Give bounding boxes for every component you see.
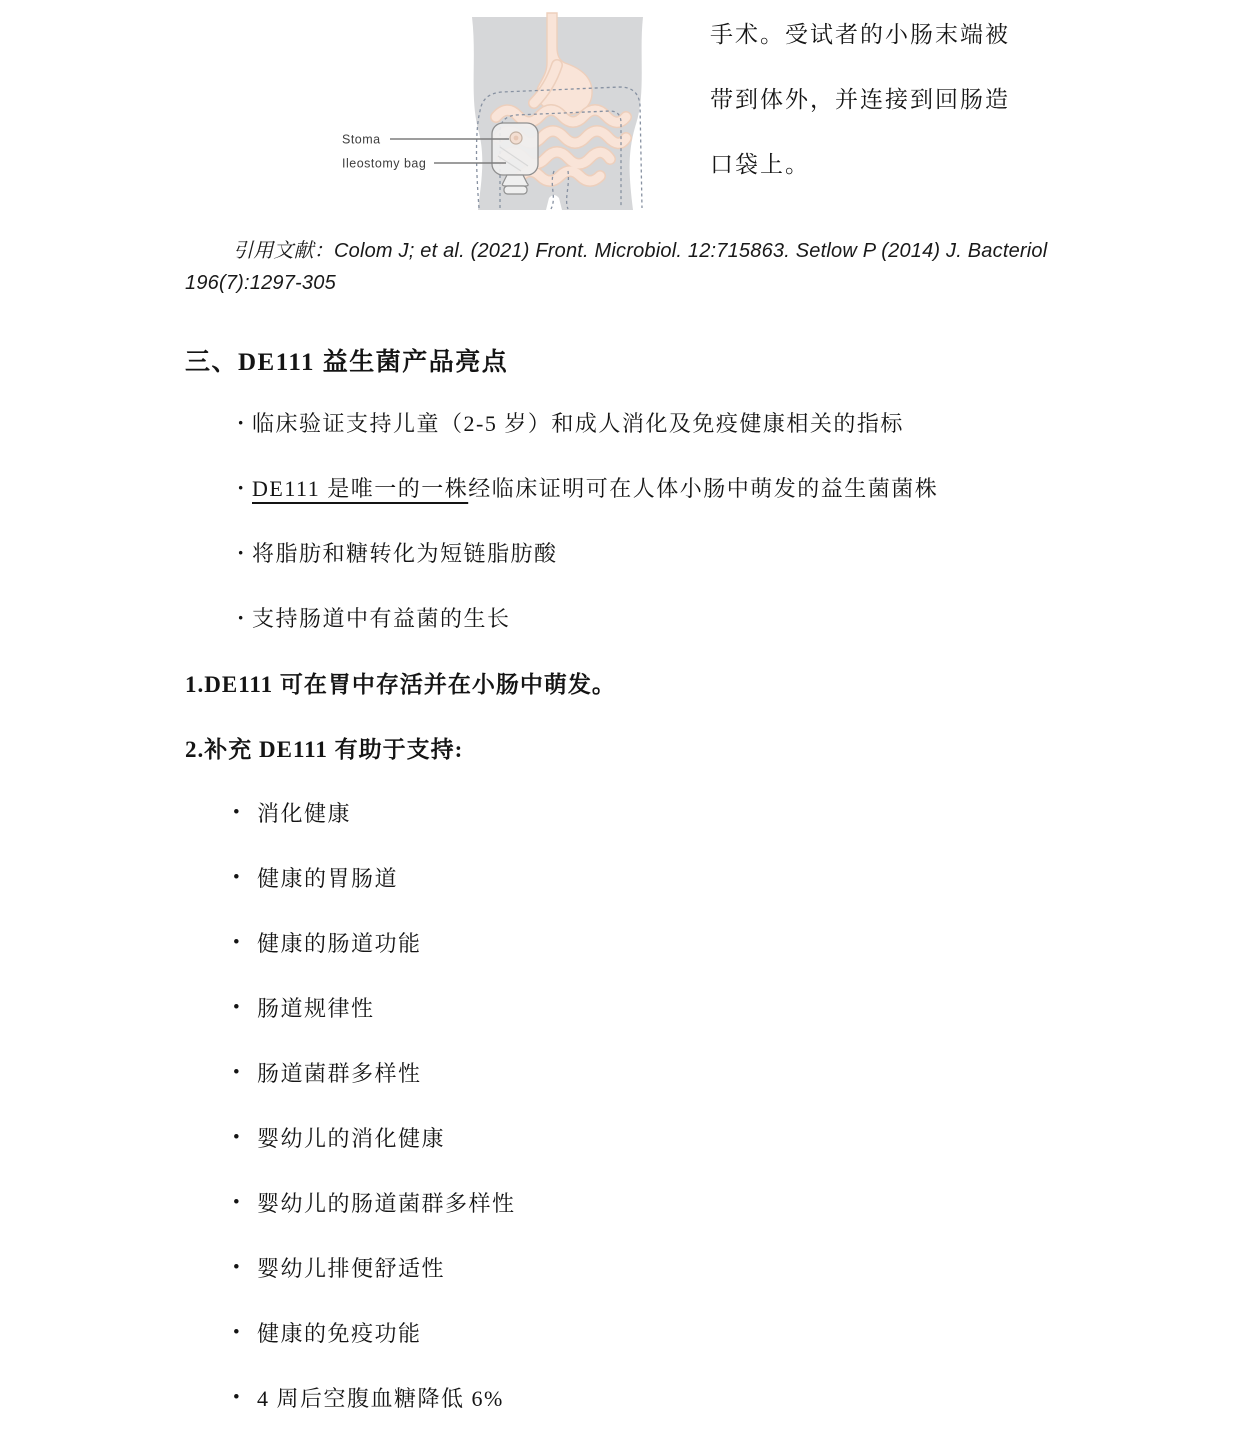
round-bullet-icon: • xyxy=(233,866,242,888)
section-heading: 三、DE111 益生菌产品亮点 xyxy=(185,349,509,376)
dot-bullet-icon: · xyxy=(237,539,246,565)
round-bullet-icon: • xyxy=(233,931,242,953)
citation xyxy=(185,235,1125,299)
dot-bullet-icon: · xyxy=(237,474,246,500)
intro-line: 带到体外，并连接到回肠造 xyxy=(710,87,1010,112)
support-text: 健康的肠道功能 xyxy=(257,931,422,956)
round-bullet-icon: • xyxy=(233,1126,242,1148)
dot-bullet-icon: · xyxy=(237,604,246,630)
round-bullet-icon: • xyxy=(233,1191,242,1213)
stoma-center xyxy=(514,136,519,141)
highlight-item xyxy=(185,520,1125,585)
ileostomy-bag-label: Ileostomy bag xyxy=(342,156,427,171)
support-item xyxy=(185,845,1125,910)
support-item xyxy=(185,910,1125,975)
highlight-text: 临床验证支持儿童（2-5 岁）和成人消化及免疫健康相关的指标 xyxy=(252,411,904,436)
highlights-and-support xyxy=(185,390,1125,1429)
highlight-item xyxy=(185,455,1125,520)
highlight-item xyxy=(185,585,1125,650)
citation-line: 196(7):1297-305 xyxy=(185,272,336,294)
main-content xyxy=(185,235,1125,1429)
support-text: 健康的免疫功能 xyxy=(257,1321,422,1346)
intro-line: 口袋上。 xyxy=(710,152,810,177)
intro-paragraph xyxy=(710,0,1050,195)
highlight-text: 支持肠道中有益菌的生长 xyxy=(252,606,511,631)
support-item xyxy=(185,1365,1125,1429)
support-text: 婴幼儿的肠道菌群多样性 xyxy=(257,1191,516,1216)
highlight-text xyxy=(252,472,938,503)
support-item xyxy=(185,1105,1125,1170)
dot-bullet-icon: · xyxy=(237,409,246,435)
support-text: 消化健康 xyxy=(257,801,352,826)
round-bullet-icon: • xyxy=(233,1321,242,1343)
support-item xyxy=(185,1300,1125,1365)
support-item xyxy=(185,1235,1125,1300)
round-bullet-icon: • xyxy=(233,1386,242,1408)
citation-line: 引用文献：Colom J; et al. (2021) Front. Microbiol. 12:715863. Setlow P (2014) J. Bacteriol xyxy=(233,240,1048,262)
support-item xyxy=(185,1040,1125,1105)
support-text: 婴幼儿排便舒适性 xyxy=(257,1256,446,1281)
numbered-statement: 1.DE111 可在胃中存活并在小肠中萌发。 xyxy=(185,672,616,697)
claim-rest: 经临床证明可在人体小肠中萌发的益生菌菌株 xyxy=(468,476,939,501)
intro-line: 手术。受试者的小肠末端被 xyxy=(710,22,1010,47)
highlight-text: 将脂肪和糖转化为短链脂肪酸 xyxy=(252,541,558,566)
highlight-item xyxy=(185,390,1125,455)
support-text: 4 周后空腹血糖降低 6% xyxy=(257,1386,504,1411)
underlined-claim: DE111 是唯一的一株 xyxy=(252,476,469,501)
support-item xyxy=(185,1170,1125,1235)
ileostomy-illustration xyxy=(330,5,660,215)
round-bullet-icon: • xyxy=(233,801,242,823)
numbered-statement: 2.补充 DE111 有助于支持: xyxy=(185,737,464,762)
ileostomy-figure xyxy=(0,0,1240,215)
round-bullet-icon: • xyxy=(233,1061,242,1083)
support-text: 肠道规律性 xyxy=(257,996,375,1021)
support-text: 肠道菌群多样性 xyxy=(257,1061,422,1086)
stoma-label: Stoma xyxy=(342,132,381,147)
support-item xyxy=(185,975,1125,1040)
support-text: 婴幼儿的消化健康 xyxy=(257,1126,446,1151)
support-text: 健康的胃肠道 xyxy=(257,866,399,891)
round-bullet-icon: • xyxy=(233,1256,242,1278)
support-item xyxy=(185,780,1125,845)
round-bullet-icon: • xyxy=(233,996,242,1018)
